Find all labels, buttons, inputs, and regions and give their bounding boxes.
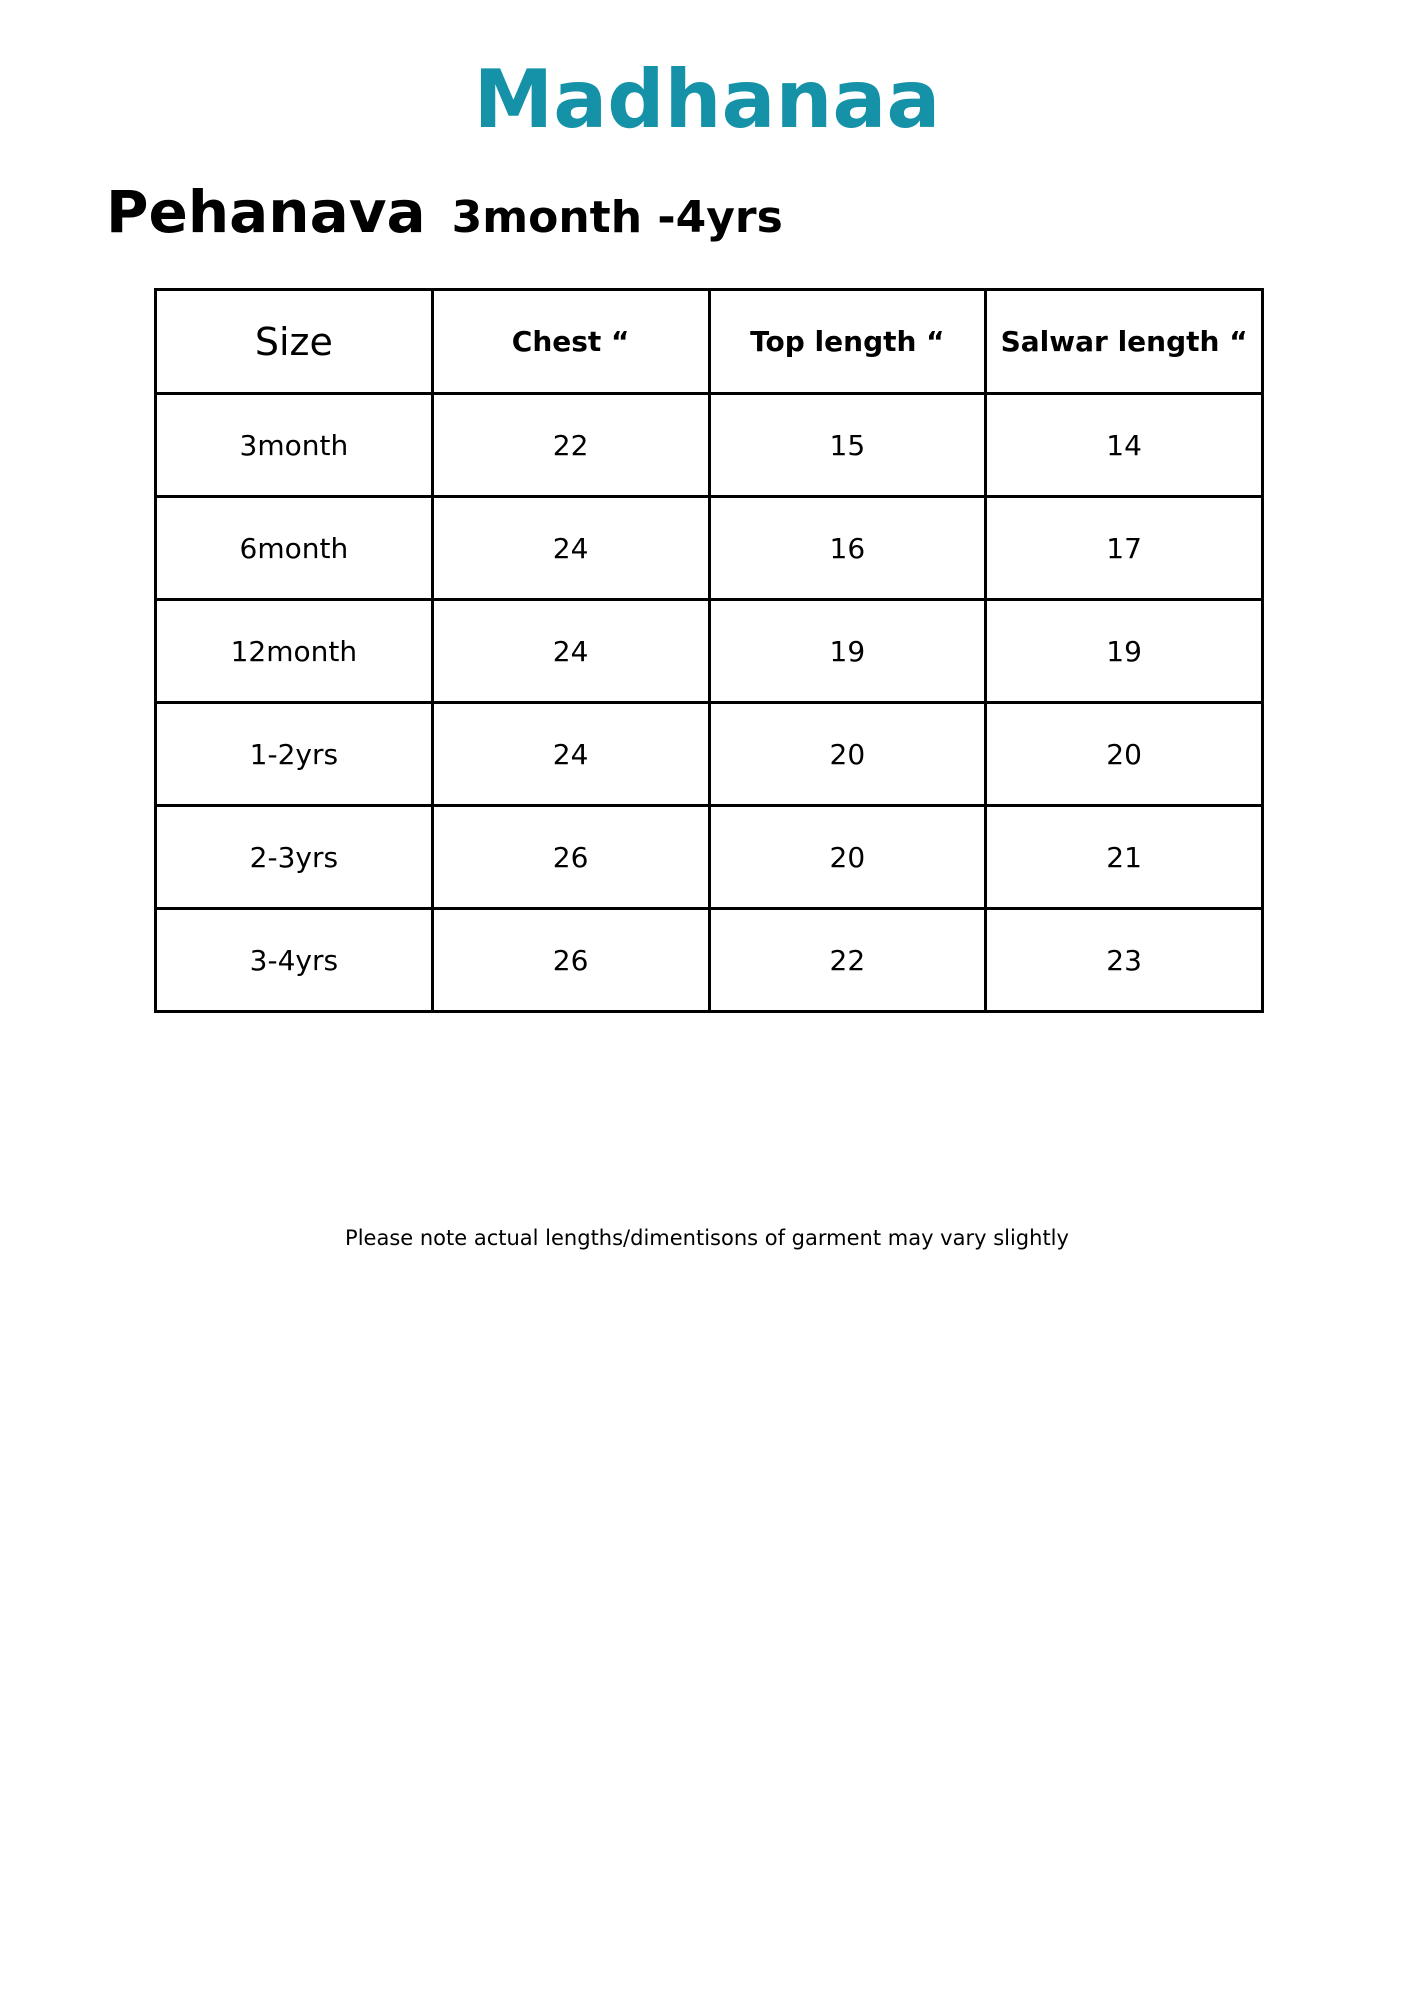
cell-salwar-length: 14 <box>986 394 1263 497</box>
product-name: Pehanava <box>106 178 426 246</box>
brand-title: Madhanaa <box>473 53 941 146</box>
cell-salwar-length: 21 <box>986 806 1263 909</box>
cell-top-length: 15 <box>709 394 986 497</box>
cell-chest: 24 <box>432 703 709 806</box>
cell-salwar-length: 20 <box>986 703 1263 806</box>
cell-top-length: 20 <box>709 703 986 806</box>
cell-top-length: 20 <box>709 806 986 909</box>
cell-size: 6month <box>156 497 433 600</box>
cell-salwar-length: 23 <box>986 909 1263 1012</box>
cell-chest: 24 <box>432 497 709 600</box>
header-size: Size <box>156 290 433 394</box>
table-row <box>156 394 1263 497</box>
age-range: 3month -4yrs <box>451 192 783 243</box>
cell-size: 3month <box>156 394 433 497</box>
cell-top-length: 16 <box>709 497 986 600</box>
cell-chest: 22 <box>432 394 709 497</box>
size-chart-table <box>154 288 1264 1013</box>
cell-salwar-length: 17 <box>986 497 1263 600</box>
table-row <box>156 600 1263 703</box>
cell-size: 1-2yrs <box>156 703 433 806</box>
table-header-row <box>156 290 1263 394</box>
table-row <box>156 497 1263 600</box>
disclaimer-note: Please note actual lengths/dimentisons of garment may vary slightly <box>345 1226 1069 1250</box>
header-top-length: Top length “ <box>709 290 986 394</box>
cell-chest: 26 <box>432 806 709 909</box>
cell-chest: 26 <box>432 909 709 1012</box>
table-row <box>156 909 1263 1012</box>
cell-top-length: 22 <box>709 909 986 1012</box>
cell-size: 3-4yrs <box>156 909 433 1012</box>
cell-chest: 24 <box>432 600 709 703</box>
cell-size: 12month <box>156 600 433 703</box>
cell-top-length: 19 <box>709 600 986 703</box>
header-chest: Chest “ <box>432 290 709 394</box>
product-heading <box>106 178 783 258</box>
header-salwar-length: Salwar length “ <box>986 290 1263 394</box>
cell-size: 2-3yrs <box>156 806 433 909</box>
cell-salwar-length: 19 <box>986 600 1263 703</box>
table-row <box>156 703 1263 806</box>
table-row <box>156 806 1263 909</box>
